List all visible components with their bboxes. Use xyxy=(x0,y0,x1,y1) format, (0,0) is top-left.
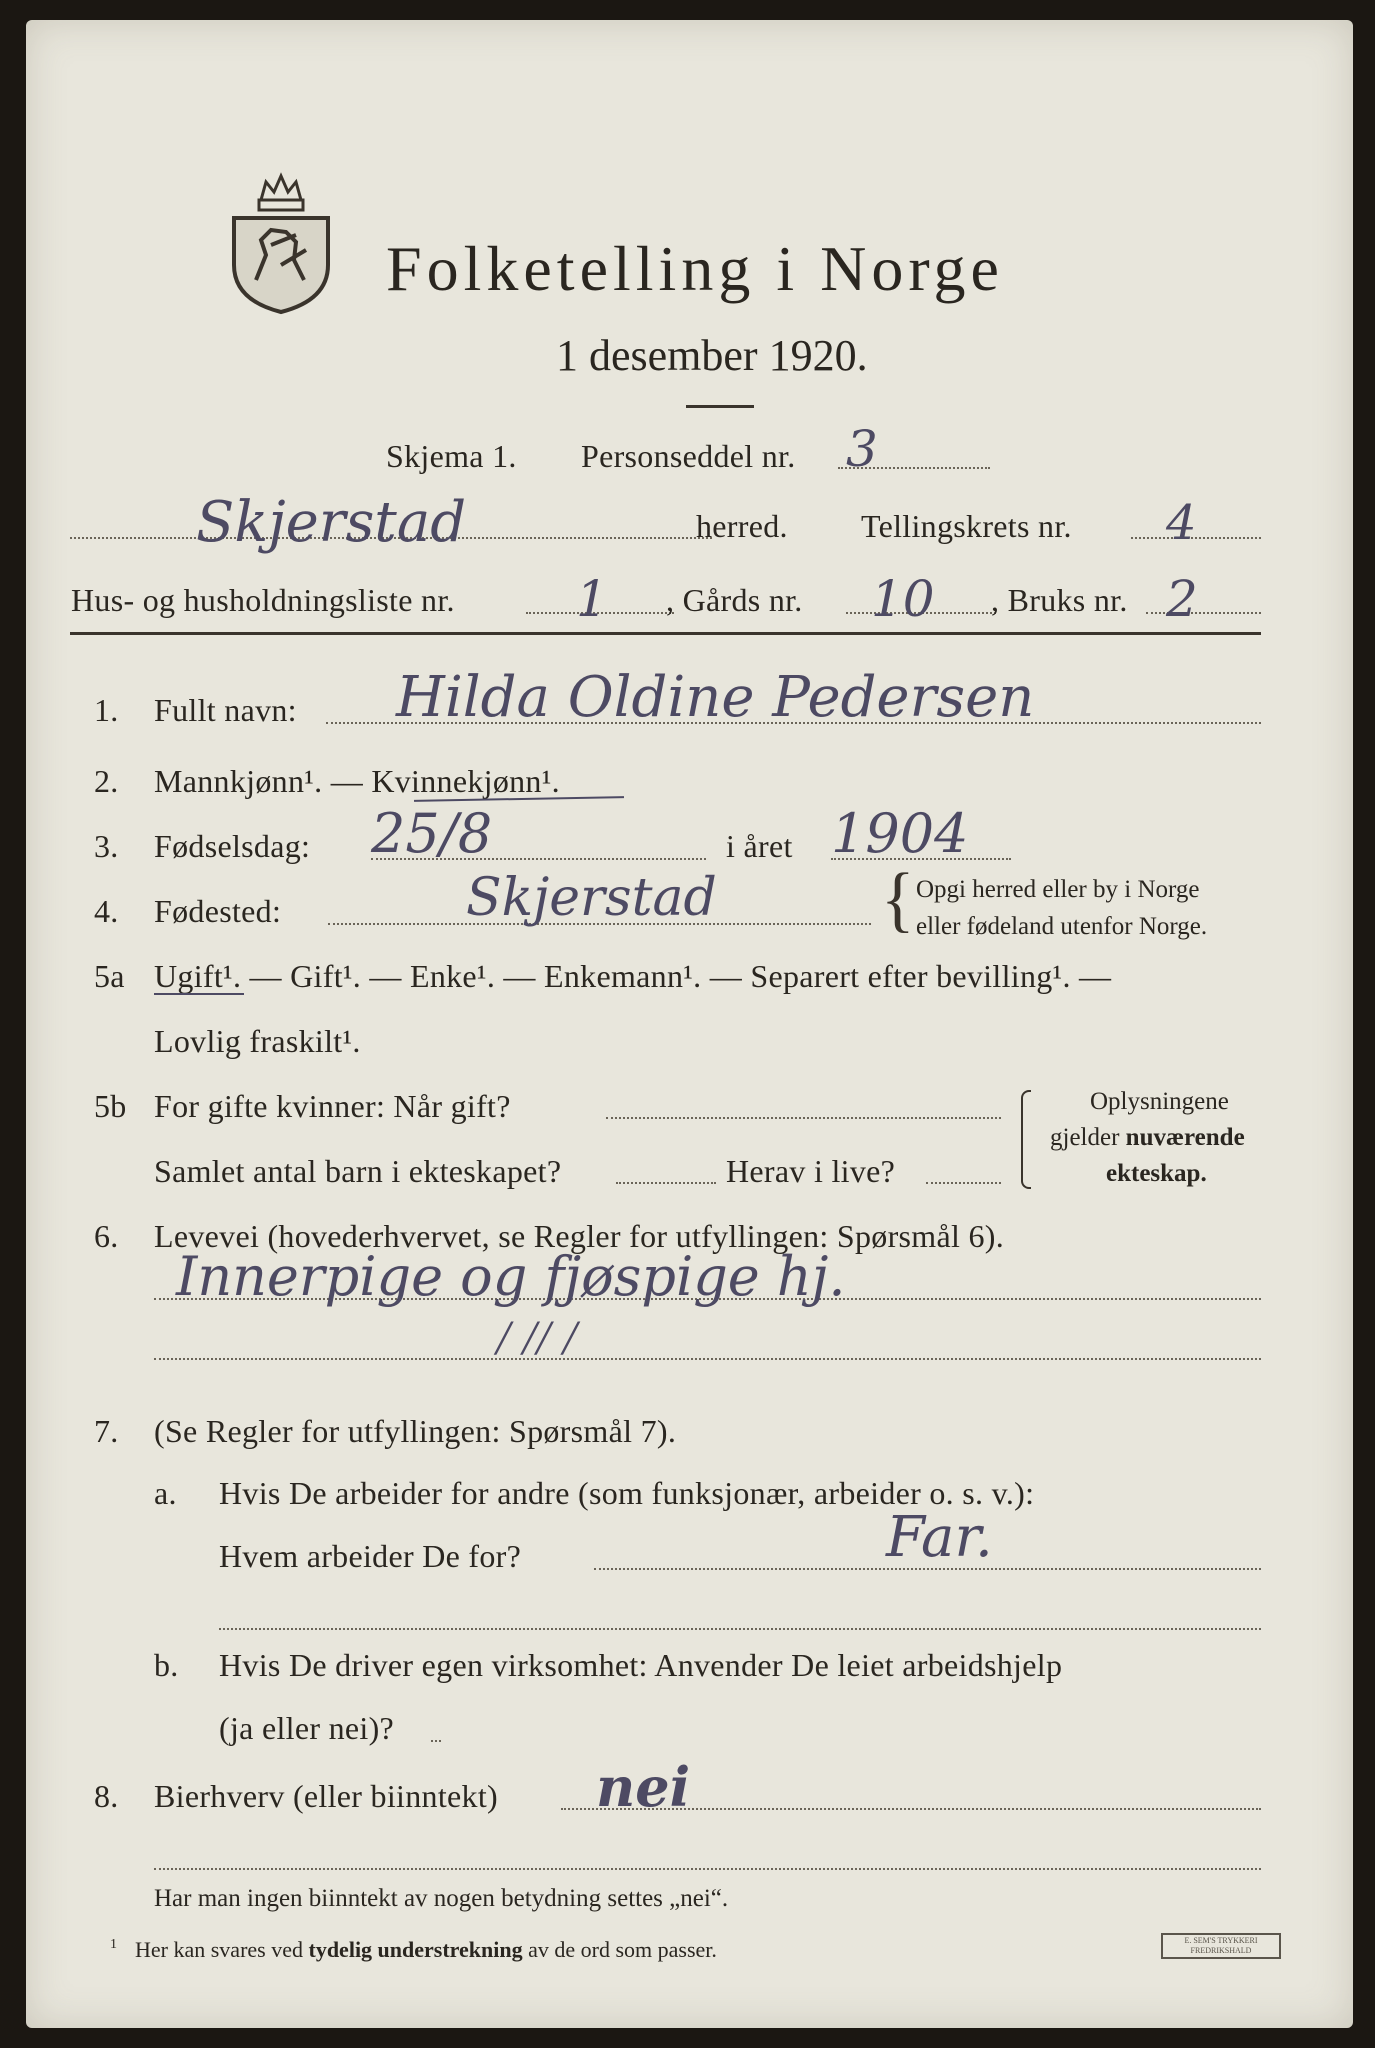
bruks-value: 2 xyxy=(1166,570,1198,628)
skjema-label: Skjema 1. xyxy=(386,438,517,474)
husliste-value: 1 xyxy=(576,570,608,628)
form-title: Folketelling i Norge xyxy=(386,233,1004,304)
q5b-children-total: Samlet antal barn i ekteskapet? xyxy=(154,1153,562,1189)
q4-birthplace: Skjerstad xyxy=(466,868,717,928)
q5b-note-line3: ekteskap. xyxy=(1106,1160,1207,1187)
q6-number: 6. xyxy=(94,1218,119,1254)
census-form: Folketelling i Norge 1 desember 1920. Skjema 1. Personseddel nr. 3 Skjerstad herred. Tellingskrets nr. 4 Hus- og husholdningsliste nr. 1 , Gårds nr. 10 , Bruks nr. 2 1. Fullt navn: Hilda Oldine Pedersen 2. Mannkjønn¹. — Kvinnekjønn¹. 3. Fødselsdag: 25/8 i året 1904 4. Fødested: Skjerstad { Opgi herred eller by i Norge eller fødeland utenfor Norge. 5a Ugift¹. — Gift¹. — Enke¹. — Enkemann¹. — Separert efter bevilling¹. — Lovlig fraskilt¹. 5b For gifte kvinner: Når gift? Samlet antal barn i ekteskapet? Herav i live? Oplysningene gjelder nuværende ekteskap. 6. Levevei (hovederhvervet, se Regler for utfyllingen: Spørsmål 6). Innerpige og fjøspige hj. / // / 7. (Se Regler for utfyllingen: Spørsmål 7). a. Hvis De arbeider for andre (som funksjonær, arbeider o. s. v.): Hvem arbeider De for? Far. b. Hvis De driver egen virksomhet: Anvender De leiet arbeidshjelp (ja eller nei)? 8. Bierhverv (eller biinntekt) nei Har man ingen biinntekt av nogen betydning settes „nei“. $^1$ Her kan svares ved tydelig understrekning av de ord som passer. E. SEM'S TRYKKERI FREDRIKSHALD xyxy=(26,20,1353,2028)
tellingskrets-value: 4 xyxy=(1166,495,1197,551)
q2-number: 2. xyxy=(94,763,119,799)
q3-year-label: i året xyxy=(726,828,793,864)
q8-label: Bierhverv (eller biinntekt) xyxy=(154,1778,498,1814)
q7b-letter: b. xyxy=(154,1647,179,1683)
q5a-line2: Lovlig fraskilt¹. xyxy=(154,1023,361,1059)
footnote: $^1$ Her kan svares ved tydelig understrekning av de ord som passer. xyxy=(110,1937,717,1962)
personseddel-label: Personseddel nr. xyxy=(581,438,796,474)
q3-birthday: 25/8 xyxy=(371,802,493,865)
q3-birth-year: 1904 xyxy=(831,802,969,865)
printer-stamp: E. SEM'S TRYKKERI FREDRIKSHALD xyxy=(1161,1933,1281,1959)
q2-gender: Mannkjønn¹. — Kvinnekjønn¹. xyxy=(154,763,560,799)
tellingskrets-label: Tellingskrets nr. xyxy=(861,508,1072,544)
footer-note: Har man ingen biinntekt av nogen betydning settes „nei“. xyxy=(154,1885,729,1912)
q5b-note-line1: Oplysningene xyxy=(1090,1088,1229,1115)
q4-note-line2: eller fødeland utenfor Norge. xyxy=(916,913,1208,940)
q5b-children-alive: Herav i live? xyxy=(726,1153,896,1189)
title-divider xyxy=(686,405,754,408)
q4-note-line1: Opgi herred eller by i Norge xyxy=(916,876,1200,903)
q4-number: 4. xyxy=(94,893,119,929)
q7-number: 7. xyxy=(94,1413,119,1449)
q6-label: Levevei (hovederhvervet, se Regler for utfyllingen: Spørsmål 6). xyxy=(154,1218,1005,1254)
q7-label: (Se Regler for utfyllingen: Spørsmål 7). xyxy=(154,1413,677,1449)
q1-full-name: Hilda Oldine Pedersen xyxy=(396,665,1035,730)
q7b-line2: (ja eller nei)? xyxy=(219,1710,395,1746)
q5b-married-when: For gifte kvinner: Når gift? xyxy=(154,1088,511,1124)
q3-number: 3. xyxy=(94,828,119,864)
q1-label: Fullt navn: xyxy=(154,692,297,728)
q4-label: Fødested: xyxy=(154,893,282,929)
coat-of-arms-icon xyxy=(226,170,336,320)
q8-side-income: nei xyxy=(596,1755,691,1819)
husliste-label: Hus- og husholdningsliste nr. xyxy=(71,582,455,618)
q6-occupation: Innerpige og fjøspige hj. xyxy=(176,1245,846,1308)
q5b-note-line2: gjelder nuværende xyxy=(1050,1124,1245,1151)
q7b-line1: Hvis De driver egen virksomhet: Anvender De leiet arbeidshjelp xyxy=(219,1647,1063,1683)
q5b-number: 5b xyxy=(94,1088,127,1124)
census-date: 1 desember 1920. xyxy=(556,331,868,380)
header-divider xyxy=(70,632,1261,635)
q7a-line2: Hvem arbeider De for? xyxy=(219,1538,522,1574)
q7a-letter: a. xyxy=(154,1475,177,1511)
personseddel-value: 3 xyxy=(846,420,878,478)
q5a-marital-options: Ugift¹. — Gift¹. — Enke¹. — Enkemann¹. — Separert efter bevilling¹. — xyxy=(154,958,1112,994)
q1-number: 1. xyxy=(94,692,119,728)
gards-label: , Gårds nr. xyxy=(666,582,803,618)
herred-value: Skjerstad xyxy=(196,490,467,555)
ditto-marks: / // / xyxy=(496,1309,577,1365)
q5a-number: 5a xyxy=(94,958,125,994)
ugift-underline xyxy=(154,993,244,995)
herred-label: herred. xyxy=(696,508,788,544)
bruks-label: , Bruks nr. xyxy=(991,582,1128,618)
q3-label: Fødselsdag: xyxy=(154,828,311,864)
gards-value: 10 xyxy=(871,570,935,628)
q8-number: 8. xyxy=(94,1778,119,1814)
q7a-employer: Far. xyxy=(886,1505,993,1570)
q7a-line1: Hvis De arbeider for andre (som funksjonær, arbeider o. s. v.): xyxy=(219,1475,1035,1511)
